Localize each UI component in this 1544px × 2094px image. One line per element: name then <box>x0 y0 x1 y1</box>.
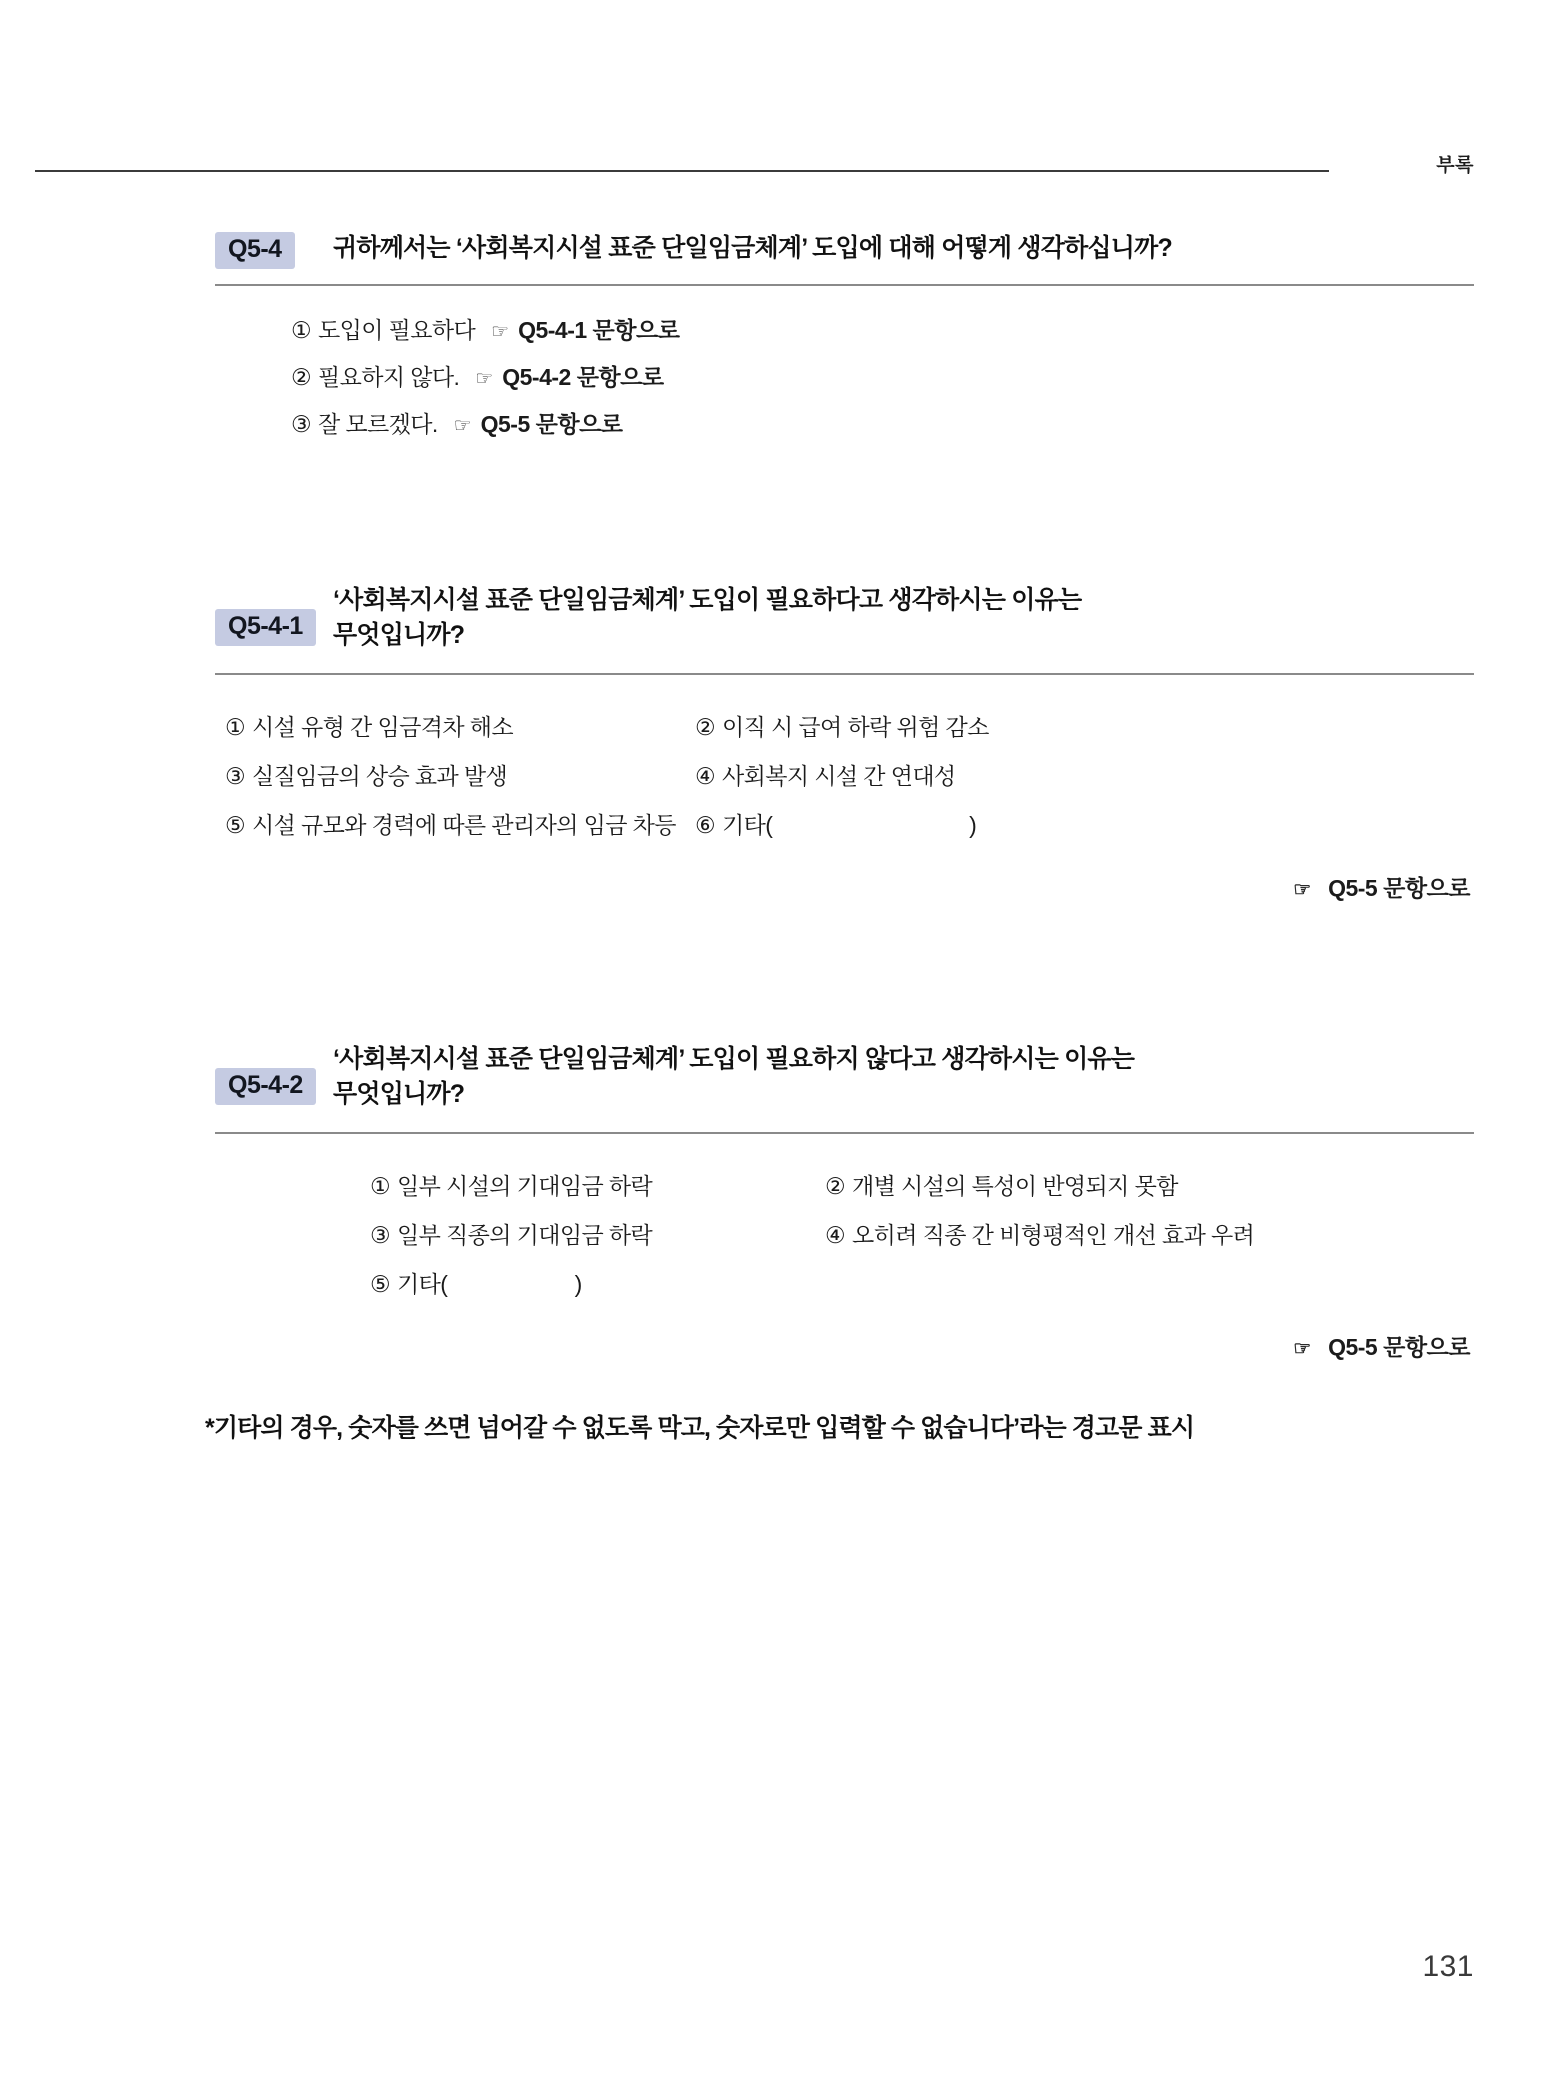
question-header <box>215 583 1474 675</box>
option-number: ② <box>291 364 312 390</box>
option-label: 개별 시설의 특성이 반영되지 못함 <box>852 1173 1178 1199</box>
option-label: 기타( ) <box>397 1271 582 1297</box>
option-label: 일부 직종의 기대임금 하락 <box>397 1222 653 1248</box>
list-item[interactable] <box>695 709 989 742</box>
list-item[interactable] <box>370 1266 825 1299</box>
page-header <box>0 150 1544 190</box>
option-label: 기타( ) <box>722 812 977 838</box>
pointing-hand-icon: ☞ <box>1293 1338 1312 1360</box>
question-title: 귀하께서는 ‘사회복지시설 표준 단일임금체계’ 도입에 대해 어떻게 생각하십니까? <box>333 234 1172 262</box>
option-label: 시설 유형 간 임금격차 해소 <box>252 714 513 740</box>
goto-label: Q5-5 문항으로 <box>1328 875 1470 901</box>
list-item[interactable] <box>695 807 976 840</box>
option-number: ② <box>695 714 716 740</box>
goto-next-question[interactable] <box>215 1329 1474 1362</box>
goto-label: Q5-4-2 문항으로 <box>502 364 664 390</box>
question-header <box>215 232 1474 286</box>
page-number: 131 <box>1422 1950 1474 1983</box>
option-list <box>291 312 1474 439</box>
list-item[interactable] <box>825 1217 1254 1250</box>
pointing-hand-icon: ☞ <box>1293 879 1312 901</box>
list-item[interactable] <box>695 758 956 791</box>
list-item[interactable] <box>291 312 1474 345</box>
goto-label: Q5-5 문항으로 <box>1328 1334 1470 1360</box>
list-item[interactable] <box>225 709 695 742</box>
question-q5-4-1 <box>215 583 1474 903</box>
option-grid <box>370 1168 1474 1299</box>
goto-next-question[interactable] <box>215 870 1474 903</box>
footnote: *기타의 경우, 숫자를 쓰면 넘어갈 수 없도록 막고, 숫자로만 입력할 수 없습니다’라는 경고문 표시 <box>205 1414 1195 1442</box>
option-label: 이직 시 급여 하락 위험 감소 <box>722 714 989 740</box>
option-label: 사회복지 시설 간 연대성 <box>722 763 956 789</box>
option-number: ① <box>225 714 246 740</box>
option-number: ① <box>291 317 312 343</box>
list-item[interactable] <box>225 758 695 791</box>
list-item[interactable] <box>825 1168 1178 1201</box>
option-label: 오히려 직종 간 비형평적인 개선 효과 우려 <box>852 1222 1255 1248</box>
option-number: ③ <box>225 763 246 789</box>
header-rule <box>35 170 1329 172</box>
option-label: 일부 시설의 기대임금 하락 <box>397 1173 653 1199</box>
list-item[interactable] <box>291 359 1474 392</box>
option-row <box>370 1168 1474 1201</box>
goto-label: Q5-5 문항으로 <box>480 411 623 437</box>
question-header <box>215 1042 1474 1134</box>
list-item[interactable] <box>370 1217 825 1250</box>
option-grid <box>225 709 1474 840</box>
option-number: ③ <box>370 1222 391 1248</box>
option-row <box>225 807 1474 840</box>
question-title <box>333 1042 1474 1111</box>
question-title-line1: ‘사회복지시설 표준 단일임금체계’ 도입이 필요하지 않다고 생각하시는 이유는 <box>333 1045 1135 1073</box>
question-tag-wrap <box>215 1068 325 1105</box>
option-row <box>370 1217 1474 1250</box>
question-tag: Q5-4-1 <box>215 609 316 646</box>
pointing-hand-icon: ☞ <box>475 368 494 390</box>
option-number: ⑥ <box>695 812 716 838</box>
option-row <box>225 709 1474 742</box>
question-tag-wrap <box>215 609 325 646</box>
question-title-line1: ‘사회복지시설 표준 단일임금체계’ 도입이 필요하다고 생각하시는 이유는 <box>333 586 1082 614</box>
question-title <box>333 583 1474 652</box>
pointing-hand-icon: ☞ <box>453 415 472 437</box>
list-item[interactable] <box>370 1168 825 1201</box>
option-row <box>370 1266 1474 1299</box>
option-label: 도입이 필요하다 <box>318 317 476 343</box>
question-q5-4-2 <box>215 1042 1474 1362</box>
option-label: 잘 모르겠다. <box>318 411 438 437</box>
question-title-line2: 무엇입니까? <box>333 1079 465 1108</box>
option-number: ⑤ <box>370 1271 391 1297</box>
question-tag: Q5-4 <box>215 232 295 269</box>
goto-label: Q5-4-1 문항으로 <box>518 317 680 343</box>
option-row <box>225 758 1474 791</box>
option-number: ② <box>825 1173 846 1199</box>
option-label: 실질임금의 상승 효과 발생 <box>252 763 508 789</box>
option-number: ⑤ <box>225 812 246 838</box>
question-title-line2: 무엇입니까? <box>333 620 465 649</box>
option-number: ③ <box>291 411 312 437</box>
option-number: ④ <box>825 1222 846 1248</box>
list-item[interactable] <box>225 807 695 840</box>
question-tag-wrap <box>215 232 325 269</box>
question-q5-4 <box>215 232 1474 453</box>
header-label: 부록 <box>1436 155 1474 176</box>
list-item[interactable] <box>291 406 1474 439</box>
option-label: 시설 규모와 경력에 따른 관리자의 임금 차등 <box>252 812 676 838</box>
question-tag: Q5-4-2 <box>215 1068 316 1105</box>
option-label: 필요하지 않다. <box>318 364 460 390</box>
pointing-hand-icon: ☞ <box>491 321 510 343</box>
option-number: ① <box>370 1173 391 1199</box>
option-number: ④ <box>695 763 716 789</box>
